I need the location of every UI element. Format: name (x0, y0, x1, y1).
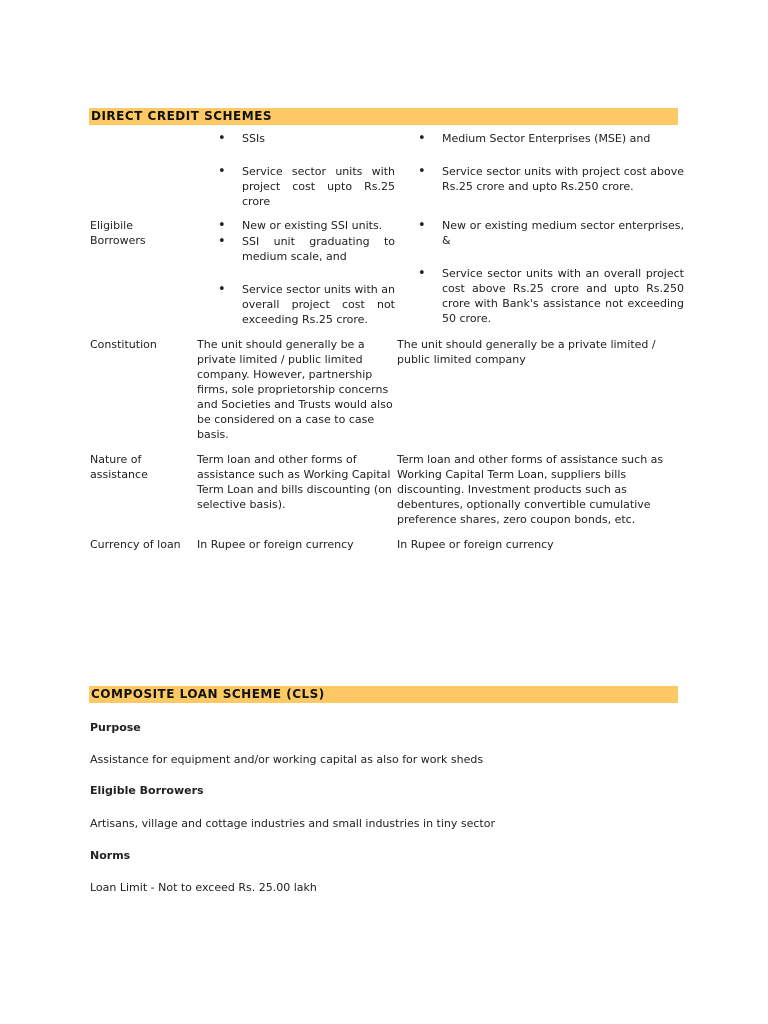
col1-bullet-service-sector: Service sector units with project cost upto Rs.25 crore (242, 165, 395, 208)
bullet-icon (218, 234, 232, 249)
eligible-borrowers-label: Eligibile Borrowers (90, 219, 146, 247)
col2-bullet-mse: Medium Sector Enterprises (MSE) and (442, 132, 651, 145)
norms-text: Loan Limit - Not to exceed Rs. 25.00 lakh (90, 881, 317, 894)
col2-eligible-item: New or existing medium sector enterprises, & (442, 219, 684, 247)
norms-heading: Norms (90, 849, 131, 862)
nature-of-assistance-label: Nature of assistance (90, 453, 148, 481)
bullet-icon (418, 218, 432, 233)
bullet-icon (218, 131, 232, 146)
currency-of-loan-label: Currency of loan (90, 538, 181, 551)
eligible-borrowers-text: Artisans, village and cottage industries and small industries in tiny sector (90, 817, 496, 830)
bullet-icon (218, 282, 232, 297)
nature-col1: Term loan and other forms of assistance such as Working Capital Term Loan and bills discounting (on selective basis). (197, 453, 392, 511)
bullet-icon (418, 131, 432, 146)
col2-eligible-item: Service sector units with an overall project cost above Rs.25 crore and upto Rs.250 crore with Bank's assistance not exceeding 50 crore. (442, 267, 684, 325)
purpose-text: Assistance for equipment and/or working capital as also for work sheds (90, 753, 484, 766)
direct-credit-schemes-heading: DIRECT CREDIT SCHEMES (89, 108, 678, 125)
composite-loan-scheme-heading: COMPOSITE LOAN SCHEME (CLS) (89, 686, 678, 703)
constitution-col2: The unit should generally be a private limited / public limited company (397, 338, 656, 366)
col1-eligible-item: New or existing SSI units. (242, 219, 383, 232)
currency-col1: In Rupee or foreign currency (197, 538, 354, 551)
currency-col2: In Rupee or foreign currency (397, 538, 554, 551)
constitution-col1: The unit should generally be a private limited / public limited company. However, partnership firms, sole proprietorship concerns and Societies and Trusts would also be considered on a case to case basis. (197, 338, 393, 441)
eligible-borrowers-heading: Eligible Borrowers (90, 784, 204, 797)
bullet-icon (418, 164, 432, 179)
col1-eligible-item: Service sector units with an overall project cost not exceeding Rs.25 crore. (242, 283, 395, 326)
purpose-heading: Purpose (90, 721, 141, 734)
constitution-label: Constitution (90, 338, 157, 351)
col2-bullet-service-sector: Service sector units with project cost above Rs.25 crore and upto Rs.250 crore. (442, 165, 684, 193)
bullet-icon (218, 218, 232, 233)
col1-eligible-item: SSI unit graduating to medium scale, and (242, 235, 395, 263)
nature-col2: Term loan and other forms of assistance such as Working Capital Term Loan, suppliers bills discounting. Investment products such as debentures, optionally convertible cumulative preference shares, zero coupon bonds, etc. (397, 453, 664, 526)
bullet-icon (218, 164, 232, 179)
col1-bullet-ssis: SSIs (242, 132, 265, 145)
bullet-icon (418, 266, 432, 281)
